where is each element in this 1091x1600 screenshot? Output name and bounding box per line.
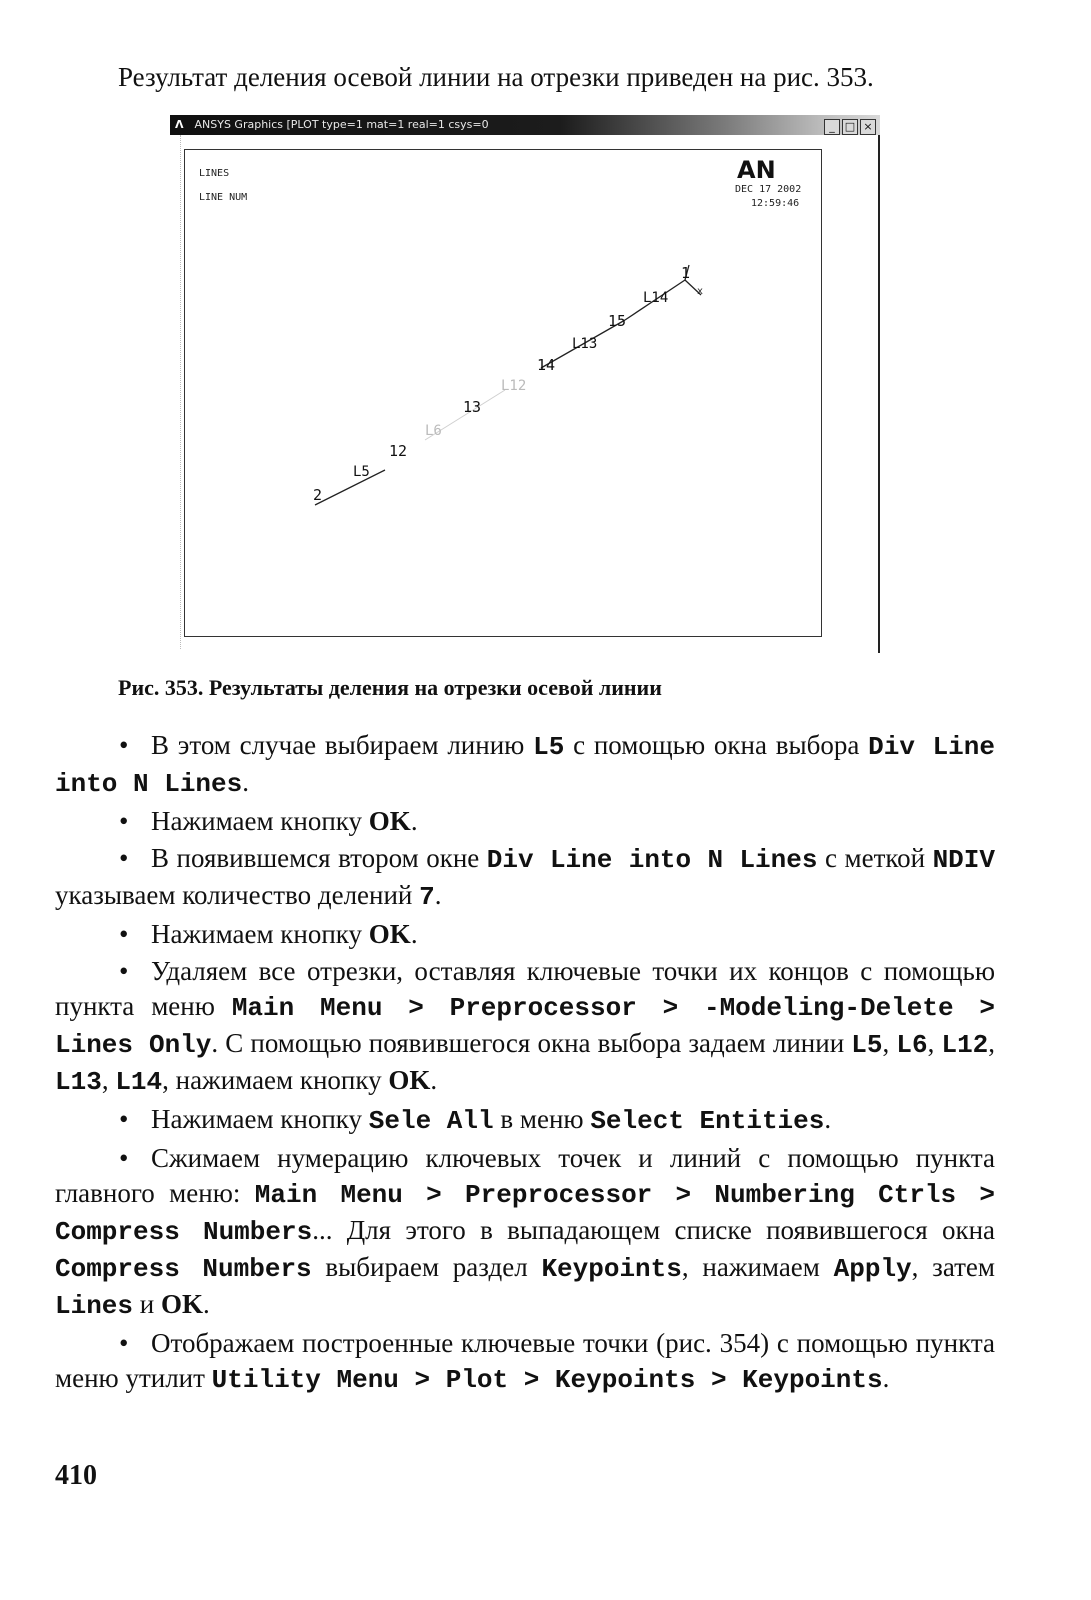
code-span: Div Line into N Lines [486, 845, 818, 875]
intro-paragraph: Результат деления осевой линии на отрезки приведен на рис. 353. [118, 62, 874, 92]
code-span: Apply [833, 1254, 912, 1284]
code-span: Sele All [368, 1106, 494, 1136]
figure-caption: Рис. 353. Результаты деления на отрезки осевой линии [118, 675, 662, 700]
text-span: с меткой [817, 843, 933, 873]
steps-list [55, 728, 995, 1400]
text-span: Нажимаем кнопку [151, 1104, 369, 1134]
text-span: ... Для этого в выпадающем списке появившегося окна [312, 1215, 996, 1245]
bullet: • [119, 806, 129, 836]
page-number: 410 [55, 1460, 97, 1491]
line-L5 [315, 470, 385, 505]
bullet: • [119, 1328, 129, 1358]
code-span: 7 [419, 882, 435, 912]
bullet: • [119, 956, 129, 986]
bold-span: OK [368, 919, 411, 949]
code-span: L5 [533, 732, 565, 762]
code-span: Select Entities [590, 1106, 825, 1136]
code-span: Lines [55, 1291, 134, 1321]
list-item [55, 841, 995, 915]
keypoint-label-2: 2 [313, 486, 323, 504]
bold-span: OK [368, 806, 411, 836]
code-span: L5 [851, 1030, 883, 1060]
text-span: . С помощью появившегося окна выбора задаем линии [211, 1028, 852, 1058]
text-span: . [882, 1363, 890, 1393]
code-span: Keypoints [541, 1254, 682, 1284]
code-span: Main Menu > Preprocessor > -Modeling-Delete > Lines Only [55, 993, 995, 1060]
text-span: . [430, 1065, 438, 1095]
bullet: • [119, 1143, 129, 1173]
code-span: L12 [941, 1030, 989, 1060]
bullet: • [119, 1104, 129, 1134]
text-span: и [133, 1289, 161, 1319]
text-span: В этом случае выбираем линию [151, 730, 534, 760]
text-span: , [927, 1028, 942, 1058]
text-span: Удаляем все отрезки, оставляя ключевые точки их концов с помощью пункта меню [55, 956, 995, 1021]
list-item [55, 804, 995, 839]
list-item [55, 1326, 995, 1398]
text-span: , [882, 1028, 897, 1058]
line-plot [185, 150, 821, 636]
keypoint-label-1: 1 [681, 264, 691, 282]
line-label-L6: L6 [425, 423, 442, 439]
list-item [55, 954, 995, 1100]
bullet: • [119, 919, 129, 949]
ansys-plot-logo: AN [737, 156, 776, 184]
text-span: указываем количество делений [55, 880, 420, 910]
bold-span: OK [388, 1065, 431, 1095]
line-label-L13: L13 [572, 336, 598, 352]
line-label-L5: L5 [353, 464, 370, 480]
text-span: , нажимаем кнопку [162, 1065, 389, 1095]
line-label-L12: L12 [501, 378, 527, 394]
text-span: . [410, 806, 418, 836]
text-span: выбираем раздел [311, 1252, 542, 1282]
text-span: Отображаем построенные ключевые точки (рис. 354) с помощью пункта меню утилит [55, 1328, 995, 1393]
code-span: Div Line into N Lines [55, 732, 995, 799]
plot-date: DEC 17 2002 [735, 184, 802, 195]
code-span: Compress Numbers [55, 1254, 312, 1284]
text-span: в меню [493, 1104, 591, 1134]
text-span: Нажимаем кнопку [151, 919, 369, 949]
ansys-graphics-window [170, 115, 880, 653]
plot-time: 12:59:46 [751, 198, 800, 209]
keypoint-label-15: 15 [608, 312, 627, 330]
text-span: с помощью окна выбора [564, 730, 869, 760]
window-titlebar[interactable] [170, 115, 880, 135]
list-item [55, 917, 995, 952]
window-controls [822, 117, 876, 133]
bullet: • [119, 730, 129, 760]
minimize-button[interactable]: _ [824, 119, 840, 135]
plot-header-lines: LINES [199, 168, 230, 179]
graphics-area[interactable] [184, 149, 822, 637]
text-span: . [202, 1289, 210, 1319]
text-span: , нажимаем [681, 1252, 834, 1282]
keypoint-label-13: 13 [463, 398, 482, 416]
list-item [55, 1102, 995, 1139]
code-span: Main Menu > Preprocessor > Numbering Ctrls > Compress Numbers [55, 1180, 995, 1247]
text-span: , затем [911, 1252, 995, 1282]
maximize-button[interactable]: □ [842, 119, 858, 135]
text-span: . [824, 1104, 832, 1134]
axis-label-x: x [697, 286, 704, 297]
plot-header-linenum: LINE NUM [199, 192, 248, 203]
code-span: NDIV [932, 845, 995, 875]
code-span: Utility Menu > Plot > Keypoints > Keypoints [211, 1365, 883, 1395]
text-span: , [988, 1028, 996, 1058]
line-label-L14: L14 [643, 290, 669, 306]
close-button[interactable]: × [860, 119, 876, 135]
text-span: В появившемся втором окне [151, 843, 487, 873]
bullet: • [119, 843, 129, 873]
list-item [55, 1141, 995, 1324]
code-span: L14 [115, 1067, 163, 1097]
text-span: . [242, 767, 249, 797]
bold-span: OK [160, 1289, 203, 1319]
window-border [878, 135, 880, 653]
text-span: , [101, 1065, 116, 1095]
keypoint-label-14: 14 [537, 356, 556, 374]
text-span: . [434, 880, 442, 910]
keypoint-label-12: 12 [389, 442, 408, 460]
text-span: Нажимаем кнопку [151, 806, 369, 836]
ansys-logo-icon: Λ [175, 118, 184, 131]
code-span: L13 [55, 1067, 102, 1097]
text-span: . [410, 919, 418, 949]
list-item [55, 728, 995, 802]
code-span: L6 [896, 1030, 928, 1060]
window-left-toolbar [170, 135, 181, 649]
text-span: Сжимаем нумерацию ключевых точек и линий с помощью пункта главного меню: [55, 1143, 995, 1208]
window-title: ANSYS Graphics [PLOT type=1 mat=1 real=1 csys=0 [194, 118, 489, 131]
